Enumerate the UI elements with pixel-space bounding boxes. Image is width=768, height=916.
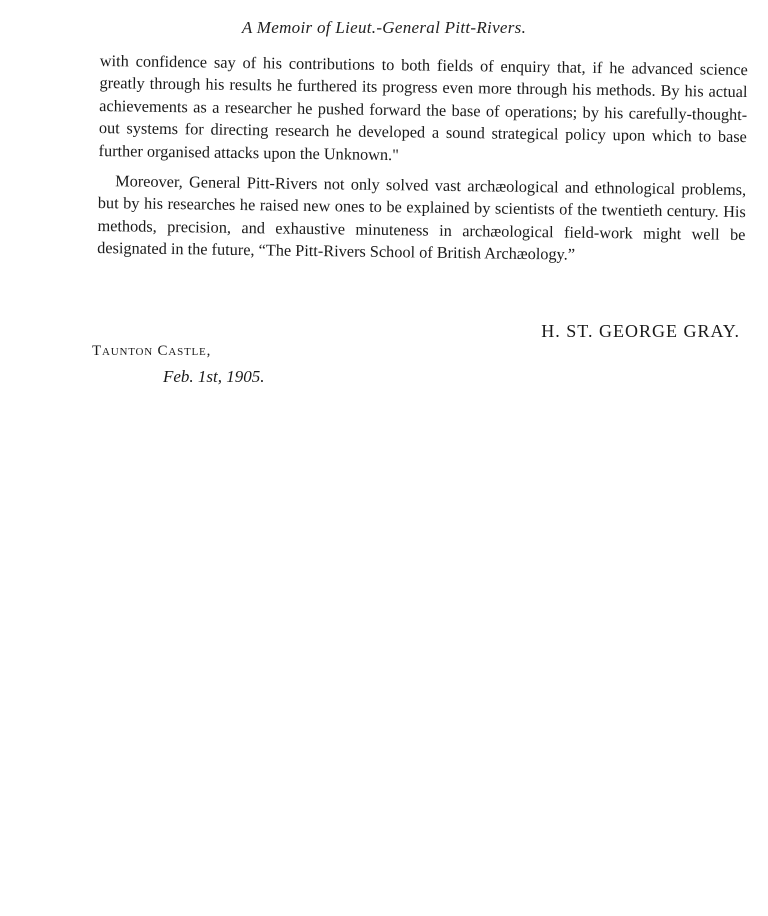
running-header: A Memoir of Lieut.-General Pitt-Rivers.	[241, 18, 527, 37]
body-text	[97, 50, 748, 269]
author-signature: H. ST. GEORGE GRAY.	[541, 321, 740, 341]
signature-date: Feb. 1st, 1905.	[163, 367, 265, 386]
paragraph-2: Moreover, General Pitt-Rivers not only solved vast archæological and ethnological problems, but by his researches he raised new ones to be explained by scientists of the twentieth century. His methods, precision, and exhaustive minuteness in archæological field-work might well be designated in the future, “The Pitt-Rivers School of British Archæology.”	[97, 171, 747, 264]
signature-place: Taunton Castle,	[92, 343, 212, 359]
paragraph-1: with confidence say of his contributions to both fields of enquiry that, if he advanced science greatly through his results he furthered its progress even more through his methods. By his actual achievements as a researcher he pushed forward the base of operations; by his carefully-thought-out systems for directing research he developed a sound strategical policy upon which to base further organised attacks upon the Unknown."	[98, 50, 748, 164]
